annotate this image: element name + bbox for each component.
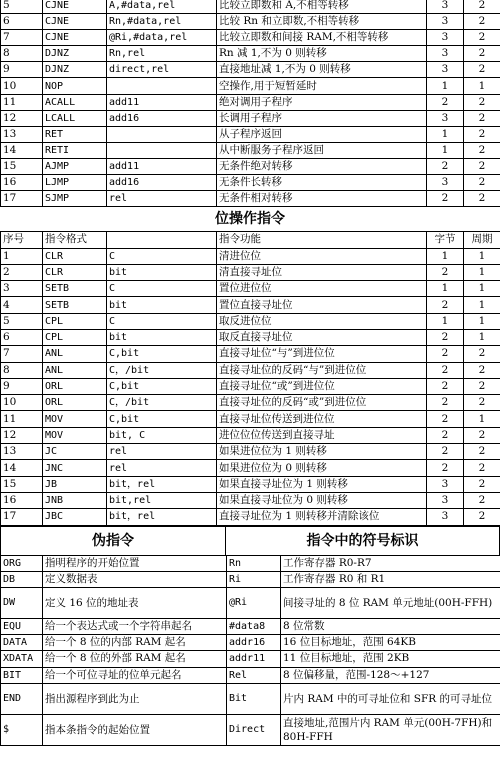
header-index: 序号 — [1, 232, 43, 248]
cycle-count: 2 — [464, 126, 500, 142]
cycle-count: 2 — [464, 30, 500, 46]
symbol-name: $ — [1, 714, 43, 745]
mnemonic: JNB — [43, 492, 107, 508]
byte-count: 3 — [427, 46, 464, 62]
byte-count: 3 — [427, 175, 464, 191]
bit-row — [1, 378, 500, 394]
cycle-count: 2 — [464, 191, 500, 207]
symbol-desc: 8 位常数 — [281, 618, 500, 634]
byte-count: 3 — [427, 492, 464, 508]
symbol-desc: 8 位偏移量，范围-128～+127 — [281, 667, 500, 683]
byte-count: 2 — [427, 378, 464, 394]
bit-row — [1, 395, 500, 411]
mnemonic: RETI — [43, 142, 107, 158]
byte-count: 2 — [427, 330, 464, 346]
symbol-desc: 定义 16 位的地址表 — [43, 587, 227, 618]
cycle-count: 2 — [464, 395, 500, 411]
bit-row — [1, 297, 500, 313]
cycle-count: 2 — [464, 110, 500, 126]
mnemonic: CPL — [43, 313, 107, 329]
symbol-block — [226, 526, 500, 746]
control-row — [1, 30, 500, 46]
symbol-row — [227, 555, 500, 571]
byte-count: 2 — [427, 264, 464, 280]
header-cycles: 周期 — [464, 232, 500, 248]
function-desc: 从中断服务子程序返回 — [217, 142, 427, 158]
row-index: 6 — [1, 14, 43, 30]
symbol-name: #data8 — [227, 618, 281, 634]
mnemonic: MOV — [43, 427, 107, 443]
cycle-count: 2 — [464, 94, 500, 110]
pseudo-section-title: 伪指令 — [0, 526, 226, 555]
row-index: 13 — [1, 444, 43, 460]
byte-count: 2 — [427, 346, 464, 362]
operand: Rn,#data,rel — [107, 14, 217, 30]
mnemonic: JBC — [43, 509, 107, 525]
function-desc: 直接寻址位的反码“与”到进位位 — [217, 362, 427, 378]
cycle-count: 2 — [464, 142, 500, 158]
bit-row — [1, 427, 500, 443]
operand — [107, 78, 217, 94]
byte-count: 1 — [427, 78, 464, 94]
function-desc: 清进位位 — [217, 248, 427, 264]
byte-count: 2 — [427, 297, 464, 313]
row-index: 5 — [1, 313, 43, 329]
bit-row — [1, 460, 500, 476]
row-index: 7 — [1, 346, 43, 362]
operand: rel — [107, 444, 217, 460]
bit-section-title: 位操作指令 — [215, 211, 285, 228]
operand: rel — [107, 191, 217, 207]
pseudo-row — [1, 555, 227, 571]
symbol-row — [227, 667, 500, 683]
symbol-table — [226, 555, 500, 746]
bit-row — [1, 248, 500, 264]
row-index: 3 — [1, 281, 43, 297]
function-desc: 长调用子程序 — [217, 110, 427, 126]
function-desc: 置位直接寻址位 — [217, 297, 427, 313]
cycle-count: 1 — [464, 330, 500, 346]
control-row — [1, 110, 500, 126]
symbol-desc: 定义数据表 — [43, 571, 227, 587]
control-row — [1, 46, 500, 62]
symbol-desc: 指出源程序到此为止 — [43, 683, 227, 714]
mnemonic: RET — [43, 126, 107, 142]
header-format: 指令格式 — [43, 232, 107, 248]
byte-count: 1 — [427, 313, 464, 329]
header-function: 指令功能 — [217, 232, 427, 248]
symbol-desc: 给一个 8 位的外部 RAM 起名 — [43, 651, 227, 667]
mnemonic: JNC — [43, 460, 107, 476]
byte-count: 2 — [427, 94, 464, 110]
cycle-count: 2 — [464, 444, 500, 460]
control-row — [1, 14, 500, 30]
bit-row — [1, 444, 500, 460]
operand: bit — [107, 330, 217, 346]
function-desc: 直接寻址位“与”到进位位 — [217, 346, 427, 362]
operand: bit — [107, 264, 217, 280]
function-desc: 置位进位位 — [217, 281, 427, 297]
symbol-name: Ri — [227, 571, 281, 587]
cycle-count: 1 — [464, 411, 500, 427]
row-index: 10 — [1, 78, 43, 94]
pseudo-row — [1, 635, 227, 651]
symbol-desc: 16 位目标地址，范围 64KB — [281, 635, 500, 651]
control-transfer-table — [0, 0, 500, 207]
symbol-name: Direct — [227, 714, 281, 745]
pseudo-row — [1, 667, 227, 683]
row-index: 17 — [1, 191, 43, 207]
operand: bit，rel — [107, 509, 217, 525]
symbol-row — [227, 571, 500, 587]
symbol-desc: 11 位目标地址，范围 2KB — [281, 651, 500, 667]
mnemonic: DJNZ — [43, 62, 107, 78]
mnemonic: CJNE — [43, 0, 107, 14]
mnemonic: NOP — [43, 78, 107, 94]
row-index: 8 — [1, 362, 43, 378]
function-desc: 直接寻址位“或”到进位位 — [217, 378, 427, 394]
cycle-count: 1 — [464, 313, 500, 329]
pseudo-row — [1, 618, 227, 634]
operand: C — [107, 248, 217, 264]
symbol-name: BIT — [1, 667, 43, 683]
symbol-name: addr16 — [227, 635, 281, 651]
bit-row — [1, 509, 500, 525]
symbol-row — [227, 683, 500, 714]
cycle-count: 2 — [464, 62, 500, 78]
pseudo-row — [1, 683, 227, 714]
cycle-count: 2 — [464, 492, 500, 508]
operand — [107, 126, 217, 142]
function-desc: 如果直接寻址位为 0 则转移 — [217, 492, 427, 508]
row-index: 10 — [1, 395, 43, 411]
row-index: 9 — [1, 62, 43, 78]
pseudo-row — [1, 714, 227, 745]
byte-count: 2 — [427, 460, 464, 476]
function-desc: 如果直接寻址位为 1 则转移 — [217, 476, 427, 492]
control-row — [1, 78, 500, 94]
mnemonic: SJMP — [43, 191, 107, 207]
lower-tables — [0, 526, 500, 746]
cycle-count: 2 — [464, 476, 500, 492]
row-index: 17 — [1, 509, 43, 525]
operand: C,bit — [107, 346, 217, 362]
cycle-count: 2 — [464, 362, 500, 378]
control-row — [1, 142, 500, 158]
bit-row — [1, 313, 500, 329]
bit-row — [1, 411, 500, 427]
operand: A,#data,rel — [107, 0, 217, 14]
function-desc: 比较立即数和间接 RAM,不相等转移 — [217, 30, 427, 46]
operand: C — [107, 281, 217, 297]
function-desc: 比较 Rn 和立即数,不相等转移 — [217, 14, 427, 30]
symbol-name: Rel — [227, 667, 281, 683]
control-row — [1, 191, 500, 207]
pseudo-instruction-table — [0, 555, 227, 746]
cycle-count: 2 — [464, 509, 500, 525]
symbol-name: XDATA — [1, 651, 43, 667]
mnemonic: CJNE — [43, 30, 107, 46]
byte-count: 2 — [427, 395, 464, 411]
mnemonic: CLR — [43, 248, 107, 264]
operand: bit，rel — [107, 476, 217, 492]
function-desc: 取反直接寻址位 — [217, 330, 427, 346]
control-row — [1, 62, 500, 78]
row-index: 16 — [1, 175, 43, 191]
byte-count: 3 — [427, 62, 464, 78]
operand: add11 — [107, 158, 217, 174]
row-index: 15 — [1, 158, 43, 174]
mnemonic: LCALL — [43, 110, 107, 126]
bit-operation-table — [0, 231, 500, 525]
symbol-desc: 给一个可位寻址的位单元起名 — [43, 667, 227, 683]
byte-count: 3 — [427, 476, 464, 492]
bit-row — [1, 476, 500, 492]
function-desc: 比较立即数和 A,不相等转移 — [217, 0, 427, 14]
operand: direct,rel — [107, 62, 217, 78]
byte-count: 1 — [427, 281, 464, 297]
byte-count: 2 — [427, 444, 464, 460]
function-desc: 无条件绝对转移 — [217, 158, 427, 174]
symbol-desc: 给一个表达式或一个字符串起名 — [43, 618, 227, 634]
cycle-count: 2 — [464, 460, 500, 476]
row-index: 9 — [1, 378, 43, 394]
pseudo-row — [1, 651, 227, 667]
symbol-desc: 指明程序的开始位置 — [43, 555, 227, 571]
control-row — [1, 0, 500, 14]
mnemonic: ORL — [43, 378, 107, 394]
byte-count: 3 — [427, 509, 464, 525]
operand: @Ri,#data,rel — [107, 30, 217, 46]
byte-count: 3 — [427, 110, 464, 126]
byte-count: 1 — [427, 126, 464, 142]
row-index: 5 — [1, 0, 43, 14]
cycle-count: 2 — [464, 427, 500, 443]
function-desc: 绝对调用子程序 — [217, 94, 427, 110]
mnemonic: ACALL — [43, 94, 107, 110]
cycle-count: 2 — [464, 175, 500, 191]
symbol-row — [227, 651, 500, 667]
symbol-desc: 工作寄存器 R0-R7 — [281, 555, 500, 571]
function-desc: 空操作,用于短暂延时 — [217, 78, 427, 94]
function-desc: 直接寻址位为 1 则转移并清除该位 — [217, 509, 427, 525]
mnemonic: DJNZ — [43, 46, 107, 62]
function-desc: 从子程序返回 — [217, 126, 427, 142]
cycle-count: 1 — [464, 264, 500, 280]
row-index: 7 — [1, 30, 43, 46]
pseudo-block — [0, 526, 226, 746]
header-bytes: 字节 — [427, 232, 464, 248]
mnemonic: ANL — [43, 362, 107, 378]
row-index: 12 — [1, 110, 43, 126]
mnemonic: ORL — [43, 395, 107, 411]
byte-count: 3 — [427, 30, 464, 46]
row-index: 6 — [1, 330, 43, 346]
bit-row — [1, 492, 500, 508]
cycle-count: 1 — [464, 248, 500, 264]
row-index: 8 — [1, 46, 43, 62]
row-index: 13 — [1, 126, 43, 142]
mnemonic: LJMP — [43, 175, 107, 191]
row-index: 4 — [1, 297, 43, 313]
cycle-count: 1 — [464, 281, 500, 297]
cycle-count: 2 — [464, 158, 500, 174]
function-desc: 无条件长转移 — [217, 175, 427, 191]
mnemonic: JB — [43, 476, 107, 492]
symbol-name: END — [1, 683, 43, 714]
symbol-row — [227, 714, 500, 745]
function-desc: Rn 减 1,不为 0 则转移 — [217, 46, 427, 62]
row-index: 1 — [1, 248, 43, 264]
function-desc: 直接地址减 1,不为 0 则转移 — [217, 62, 427, 78]
symbol-row — [227, 618, 500, 634]
bit-row — [1, 362, 500, 378]
byte-count: 1 — [427, 248, 464, 264]
cycle-count: 2 — [464, 346, 500, 362]
operand: bit, C — [107, 427, 217, 443]
row-index: 14 — [1, 142, 43, 158]
operand — [107, 142, 217, 158]
operand: C,bit — [107, 378, 217, 394]
mnemonic: AJMP — [43, 158, 107, 174]
row-index: 2 — [1, 264, 43, 280]
operand: add16 — [107, 110, 217, 126]
symbol-desc: 片内 RAM 中的可寻址位和 SFR 的可寻址位 — [281, 683, 500, 714]
symbol-section-title: 指令中的符号标识 — [226, 526, 500, 555]
mnemonic: SETB — [43, 297, 107, 313]
control-row — [1, 126, 500, 142]
symbol-row — [227, 587, 500, 618]
row-index: 11 — [1, 94, 43, 110]
operand: Rn,rel — [107, 46, 217, 62]
bit-row — [1, 346, 500, 362]
mnemonic: CLR — [43, 264, 107, 280]
function-desc: 直接寻址位传送到进位位 — [217, 411, 427, 427]
symbol-name: ORG — [1, 555, 43, 571]
row-index: 15 — [1, 476, 43, 492]
symbol-desc: 工作寄存器 R0 和 R1 — [281, 571, 500, 587]
symbol-name: Rn — [227, 555, 281, 571]
symbol-desc: 给一个 8 位的内部 RAM 起名 — [43, 635, 227, 651]
symbol-name: addr11 — [227, 651, 281, 667]
function-desc: 进位位位传送到直接寻址 — [217, 427, 427, 443]
bit-table-header — [1, 232, 500, 248]
pseudo-row — [1, 587, 227, 618]
operand: C,bit — [107, 411, 217, 427]
symbol-row — [227, 635, 500, 651]
byte-count: 3 — [427, 14, 464, 30]
symbol-desc: 直接地址,范围片内 RAM 单元(00H-7FH)和 80H-FFH — [281, 714, 500, 745]
symbol-name: @Ri — [227, 587, 281, 618]
function-desc: 直接寻址位的反码“或”到进位位 — [217, 395, 427, 411]
operand: C — [107, 313, 217, 329]
cycle-count: 2 — [464, 14, 500, 30]
byte-count: 3 — [427, 0, 464, 14]
function-desc: 如果进位位为 0 则转移 — [217, 460, 427, 476]
symbol-name: DW — [1, 587, 43, 618]
function-desc: 清直接寻址位 — [217, 264, 427, 280]
function-desc: 无条件相对转移 — [217, 191, 427, 207]
function-desc: 如果进位位为 1 则转移 — [217, 444, 427, 460]
function-desc: 取反进位位 — [217, 313, 427, 329]
operand: bit,rel — [107, 492, 217, 508]
cycle-count: 2 — [464, 0, 500, 14]
symbol-desc: 间接寻址的 8 位 RAM 单元地址(00H-FFH) — [281, 587, 500, 618]
operand: C，/bit — [107, 395, 217, 411]
mnemonic: CPL — [43, 330, 107, 346]
cycle-count: 2 — [464, 46, 500, 62]
row-index: 11 — [1, 411, 43, 427]
row-index: 16 — [1, 492, 43, 508]
symbol-desc: 指本条指令的起始位置 — [43, 714, 227, 745]
cycle-count: 2 — [464, 378, 500, 394]
mnemonic: CJNE — [43, 14, 107, 30]
byte-count: 2 — [427, 158, 464, 174]
symbol-name: DATA — [1, 635, 43, 651]
byte-count: 1 — [427, 142, 464, 158]
cycle-count: 1 — [464, 78, 500, 94]
operand: rel — [107, 460, 217, 476]
byte-count: 2 — [427, 427, 464, 443]
operand: bit — [107, 297, 217, 313]
byte-count: 2 — [427, 362, 464, 378]
mnemonic: JC — [43, 444, 107, 460]
symbol-name: EQU — [1, 618, 43, 634]
control-row — [1, 175, 500, 191]
control-row — [1, 158, 500, 174]
mnemonic: ANL — [43, 346, 107, 362]
mnemonic: MOV — [43, 411, 107, 427]
row-index: 14 — [1, 460, 43, 476]
byte-count: 2 — [427, 191, 464, 207]
operand: C，/bit — [107, 362, 217, 378]
mnemonic: SETB — [43, 281, 107, 297]
operand: add16 — [107, 175, 217, 191]
symbol-name: DB — [1, 571, 43, 587]
bit-row — [1, 264, 500, 280]
bit-row — [1, 330, 500, 346]
bit-row — [1, 281, 500, 297]
operand: add11 — [107, 94, 217, 110]
control-row — [1, 94, 500, 110]
row-index: 12 — [1, 427, 43, 443]
byte-count: 2 — [427, 411, 464, 427]
header-operand — [107, 232, 217, 248]
symbol-name: Bit — [227, 683, 281, 714]
cycle-count: 1 — [464, 297, 500, 313]
pseudo-row — [1, 571, 227, 587]
